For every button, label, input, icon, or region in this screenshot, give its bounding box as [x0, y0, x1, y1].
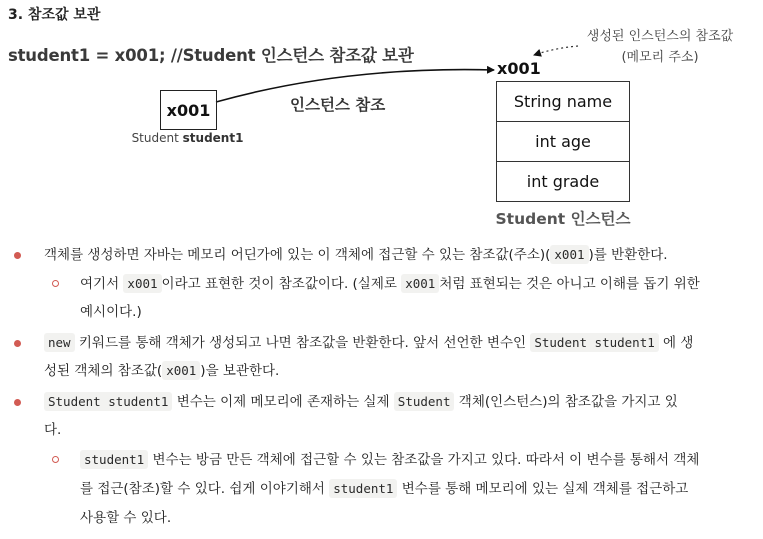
variable-type: Student — [131, 131, 179, 145]
text: )을 보관한다. — [200, 363, 280, 379]
text: 변수는 방금 만든 객체에 접근할 수 있는 참조값을 가지고 있다. 따라서 이 변수를 통해서 객체 — [148, 452, 700, 468]
text: )를 반환한다. — [588, 247, 668, 263]
reference-label: 인스턴스 참조 — [290, 96, 386, 114]
list-item-continuation: 예시이다.) — [80, 304, 142, 320]
sub-bullet-circle — [52, 280, 59, 287]
inline-code: new — [44, 333, 75, 352]
instance-address: x001 — [497, 59, 541, 78]
inline-code: Student student1 — [530, 333, 658, 352]
inline-code: x001 — [123, 274, 161, 293]
inline-code: x001 — [162, 361, 200, 380]
list-item-continuation: 다. — [44, 422, 62, 438]
bullet-dot — [14, 252, 21, 259]
memory-address-label-line2: (메모리 주소) — [621, 50, 699, 65]
reference-value-box: x001 — [160, 90, 217, 130]
text: 변수를 통해 메모리에 있는 실제 객체를 접근하고 — [397, 481, 689, 497]
inline-code: x001 — [401, 274, 439, 293]
inline-code: student1 — [80, 450, 148, 469]
bullet-dot — [14, 399, 21, 406]
inline-code: x001 — [550, 245, 588, 264]
list-item — [44, 333, 693, 353]
text: 를 접근(참조)할 수 있다. 쉽게 이야기해서 — [80, 481, 330, 497]
bullet-dot — [14, 340, 21, 347]
variable-name: student1 — [182, 131, 244, 145]
text: 성된 객체의 참조값( — [44, 363, 163, 379]
section-title: 3. 참조값 보관 — [8, 7, 101, 23]
list-item-continuation — [44, 361, 279, 381]
list-item — [80, 274, 700, 294]
text: 변수는 이제 메모리에 존재하는 실제 — [172, 394, 394, 410]
list-item-continuation — [80, 479, 688, 499]
instance-caption: Student 인스턴스 — [495, 210, 631, 228]
inline-code: student1 — [329, 479, 397, 498]
instance-field: int grade — [497, 161, 629, 201]
text: 객체(인스턴스)의 참조값을 가지고 있 — [454, 394, 678, 410]
instance-field: String name — [513, 92, 613, 111]
text: 에 생 — [658, 335, 694, 351]
inline-code: Student student1 — [44, 392, 172, 411]
text: 이라고 표현한 것이 참조값이다. (실제로 — [161, 276, 402, 292]
instance-field: int age — [497, 121, 629, 161]
list-item — [44, 245, 668, 265]
text: 객체를 생성하면 자바는 메모리 어딘가에 있는 이 객체에 접근할 수 있는 참조값(주소)( — [44, 247, 551, 263]
list-item-continuation: 사용할 수 있다. — [80, 510, 172, 526]
list-item — [44, 392, 678, 412]
text: 처럼 표현되는 것은 아니고 이해를 돕기 위한 — [439, 276, 700, 292]
text: 여기서 — [80, 276, 124, 292]
text: 키워드를 통해 객체가 생성되고 나면 참조값을 반환한다. 앞서 선언한 변수인 — [74, 335, 531, 351]
list-item — [80, 450, 699, 470]
code-statement: student1 = x001; //Student 인스턴스 참조값 보관 — [8, 46, 414, 65]
sub-bullet-circle — [52, 456, 59, 463]
memory-address-label-line1: 생성된 인스턴스의 참조값 — [586, 29, 734, 44]
inline-code: Student — [394, 392, 455, 411]
